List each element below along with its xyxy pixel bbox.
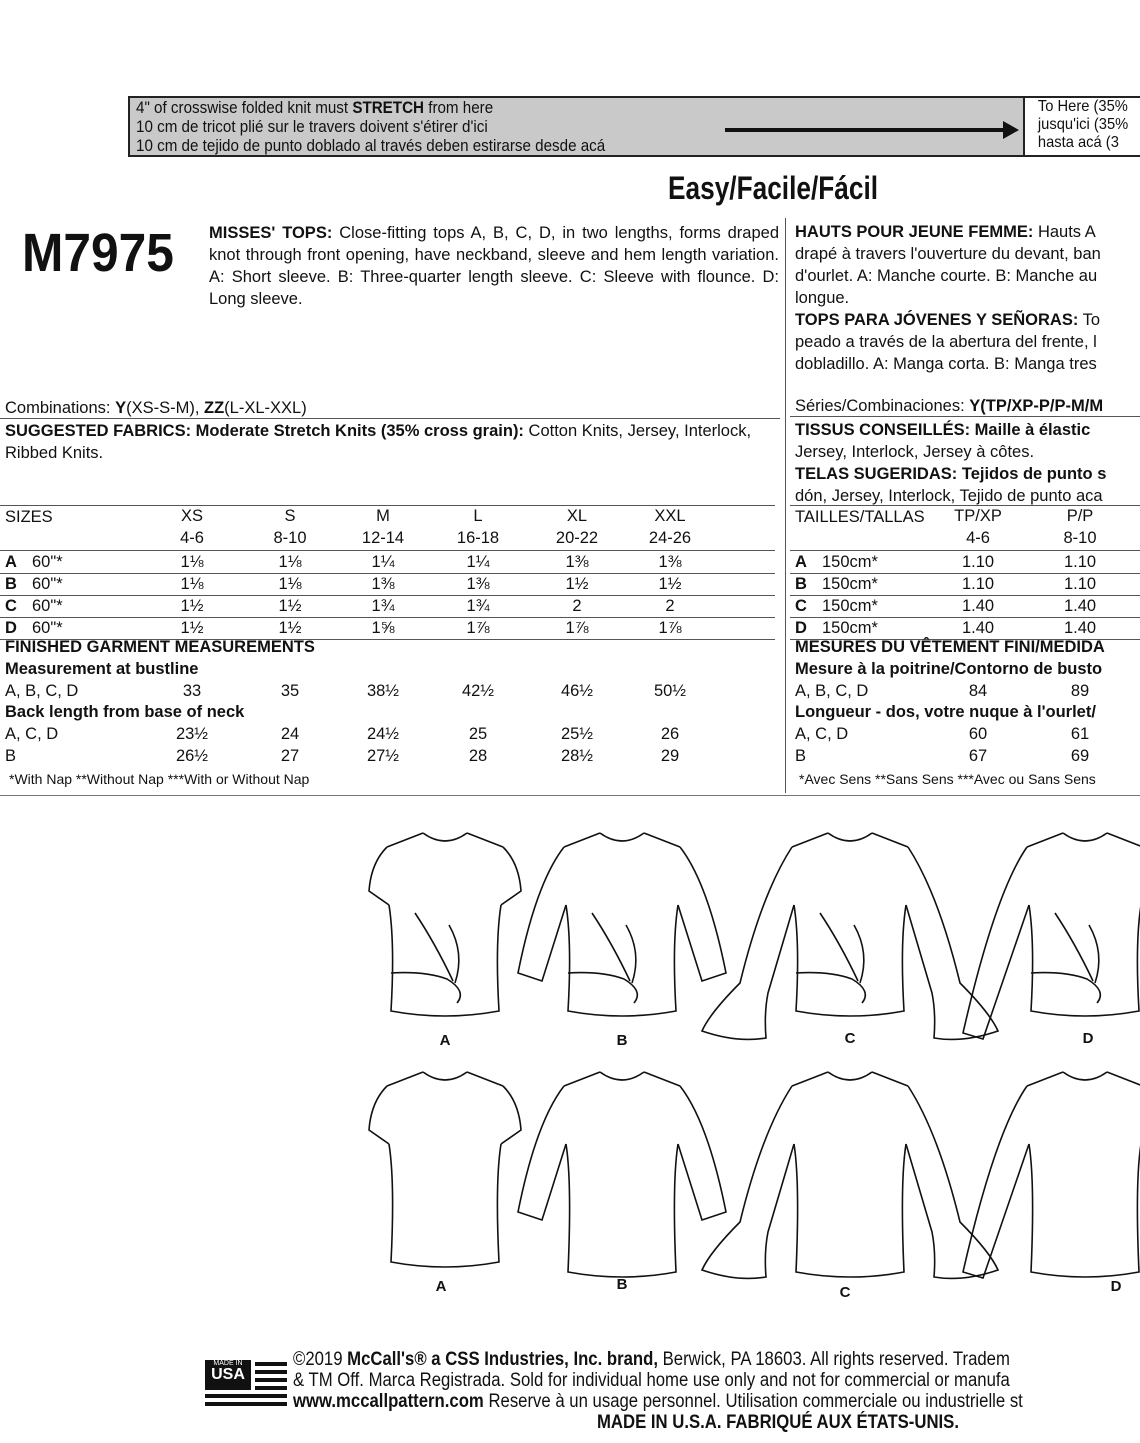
bust-views: A, B, C, D [5,682,79,700]
bust-cell: 33 [182,682,202,700]
bust-cell: 42½ [461,682,495,700]
table-rule [0,550,775,551]
fabric-width: 150cm* [822,619,878,637]
text: ©2019 [293,1349,348,1370]
fabric-width: 150cm* [822,575,878,593]
table-rule [0,617,775,618]
description-fr-line: d'ourlet. A: Manche courte. B: Manche au [795,267,1098,285]
size-label: S [284,507,296,525]
description-es-line: dobladillo. A: Manga corta. B: Manga tres [795,355,1097,373]
table-rule [790,505,1140,506]
view-letter: D [5,619,17,637]
description-es-title: TOPS PARA JÓVENES Y SEÑORAS: [795,311,1079,329]
finished-measurements-title: MESURES DU VÊTEMENT FINI/MEDIDA [795,638,1105,656]
made-in-usa-flag [205,1360,287,1410]
yardage-cell: 1½ [278,619,302,637]
table-rule [0,595,775,596]
back-views: B [5,747,17,765]
shoulder [792,1072,908,1086]
sleeve [501,1086,521,1144]
table-rule [790,595,1140,596]
sleeve [678,847,726,981]
text: Y(TP/XP-P/P-M/M [969,397,1104,415]
back-length-cell: 28 [468,747,488,765]
usa-text: USA [211,1366,245,1383]
bust-cell: 46½ [560,682,594,700]
yardage-cell: 1⅛ [180,553,204,571]
neckline [600,833,644,841]
sleeve [702,1086,794,1278]
body-outline [566,1144,678,1277]
sleeve [963,1086,1029,1278]
description-es-line [795,309,1140,331]
description-es-line: peado a través de la abertura del frente, l [795,333,1097,351]
yardage-cell: 1.40 [1063,597,1097,615]
neckline [828,1072,872,1080]
yardage-cell: 1.10 [961,575,995,593]
yardage-cell: 1⅞ [466,619,490,637]
shoulder [564,1072,680,1086]
to-here-es: hasta acá (3 [1037,134,1119,151]
size-range: 12-14 [361,529,405,547]
sleeve [906,847,998,1039]
size-range: 16-18 [456,529,500,547]
size-header: TAILLES/TALLAS [795,508,925,526]
view-letter: A [795,553,807,571]
view-label-front: D [1082,1030,1094,1047]
size-label: XS [180,507,204,525]
table-rule [790,573,1140,574]
yardage-cell: 1¾ [371,597,395,615]
table-rule [0,505,775,506]
stretch-gauge [128,96,1140,157]
knot-drape [1031,913,1100,1003]
bust-cell: 35 [280,682,300,700]
text: Jersey, Interlock, Jersey à côtes. [795,443,1035,461]
gauge-stretch-word: STRETCH [352,99,425,117]
back-views: A, C, D [795,725,849,743]
back-length-cell: 25 [468,725,488,743]
description-title: MISSES' TOPS: [209,224,333,242]
view-letter: A [5,553,17,571]
fabrics-es [795,463,1106,507]
yardage-cell: 1½ [180,619,204,637]
fabric-width: 150cm* [822,597,878,615]
view-label-back: C [839,1284,851,1301]
size-label: TP/XP [954,507,1002,525]
view-letter: C [795,597,807,615]
back-length-title: Longueur - dos, votre nuque à l'ourlet/ [795,703,1096,721]
body-outline [1029,1144,1140,1277]
yardage-cell: 1¼ [466,553,490,571]
sleeve [678,1086,726,1220]
difficulty-label: Easy/Facile/Fácil [668,170,879,206]
back-length-cell: 25½ [560,725,594,743]
sleeve [906,1086,998,1278]
text: TISSUS CONSEILLÉS: Maille à élastic [795,421,1091,439]
description-es-text: To [1078,311,1101,329]
footer-line-1 [293,1349,1010,1371]
nap-note: *With Nap **Without Nap ***With or Without Nap [9,771,310,787]
view-letter: B [795,575,807,593]
shoulder [564,833,680,847]
yardage-cell: 1⅜ [565,553,589,571]
fabric-width: 60"* [32,597,63,615]
yardage-cell: 1⅛ [180,575,204,593]
bust-cell: 89 [1070,682,1090,700]
text: Reserve à un usage personnel. Utilisation commerciale ou industrielle st [483,1391,1023,1412]
shoulder [387,833,503,847]
finished-measurements-title: FINISHED GARMENT MEASUREMENTS [5,638,315,656]
neckline [423,1072,467,1080]
sleeve [501,847,521,905]
fabric-width: 60"* [32,575,63,593]
back-length-cell: 23½ [175,725,209,743]
text: (L-XL-XXL) [224,399,307,417]
sleeve [518,1086,566,1220]
text: Y [115,399,127,417]
text: (XS-S-M), [126,399,204,417]
nap-note: *Avec Sens **Sans Sens ***Avec ou Sans Sens [799,771,1096,787]
divider [0,795,1140,796]
to-here-box [1023,96,1140,157]
yardage-cell: 1⅜ [371,575,395,593]
view-label-front: A [439,1032,451,1049]
gauge-line-es: 10 cm de tejido de punto doblado al través deben estirarse desde acá [136,137,606,155]
view-letter: D [795,619,807,637]
description-text: Close-fitting tops A, B, C, D, in two lengths, forms draped knot through front opening, have neckband, sleeve and hem length variation. A: Short sleeve. B: Three-quarter length sleeve. C: Sleeve with flounce. D: Long sleeve. [209,224,780,308]
body-outline [389,1144,501,1267]
view-label-back: D [1110,1278,1122,1295]
shoulder [1027,833,1140,847]
yardage-cell: 1½ [180,597,204,615]
size-range: 4-6 [180,529,204,547]
pattern-number: M7975 [22,223,174,283]
sleeve [369,847,389,905]
view-label-back: A [435,1278,447,1295]
body-outline [794,905,906,1016]
footer-line-4: MADE IN U.S.A. FABRIQUÉ AUX ÉTATS-UNIS. [597,1412,959,1433]
back-length-cell: 27½ [366,747,400,765]
column-divider [785,218,786,793]
sleeve [518,847,566,981]
footer-line-3 [293,1391,1023,1413]
table-rule [790,550,1140,551]
bust-views: A, B, C, D [795,682,869,700]
size-label: XXL [654,507,686,525]
yardage-cell: 1½ [658,575,682,593]
fabrics-fr [795,419,1090,463]
yardage-cell: 1.40 [961,619,995,637]
back-length-cell: 26½ [175,747,209,765]
shoulder [1027,1072,1140,1086]
size-label: M [376,507,390,525]
yardage-cell: 1¼ [371,553,395,571]
text: McCall's® a CSS Industries, Inc. brand, [347,1349,658,1370]
bust-cell: 84 [968,682,988,700]
text: dón, Jersey, Interlock, Tejido de punto aca [795,487,1103,505]
neckline [423,833,467,841]
size-label: L [473,507,483,525]
text: TELAS SUGERIDAS: Tejidos de punto s [795,465,1107,483]
sleeve [369,1086,389,1144]
size-label: P/P [1066,507,1094,525]
footer-line-2: & TM Off. Marca Registrada. Sold for individual home use only and not for commercial or manufa [293,1370,1010,1391]
description-fr-line: drapé à travers l'ouverture du devant, ban [795,245,1101,263]
text: Séries/Combinaciones: [795,397,970,415]
knot-drape [796,913,865,1003]
back-views: A, C, D [5,725,59,743]
size-label: XL [566,507,588,525]
neckline [828,833,872,841]
yardage-cell: 1.10 [961,553,995,571]
yardage-cell: 1½ [278,597,302,615]
yardage-cell: 2 [665,597,675,615]
text: Berwick, PA 18603. All rights reserved. Tradem [657,1349,1010,1370]
table-rule [790,617,1140,618]
knot-drape [568,913,637,1003]
description-en [209,222,779,310]
body-outline [389,905,501,1016]
body-outline [566,905,678,1016]
back-length-title: Back length from base of neck [5,703,245,721]
view-label-front: B [616,1032,628,1049]
yardage-cell: 1⅛ [278,553,302,571]
combinations-en [5,399,307,418]
description-fr-title: HAUTS POUR JEUNE FEMME: [795,223,1034,241]
view-letter: B [5,575,17,593]
view-letter: C [5,597,17,615]
description-fr-line [795,221,1140,243]
back-length-cell: 24 [280,725,300,743]
gauge-line-fr: 10 cm de tricot plié sur le travers doivent s'étirer d'ici [136,118,488,136]
yardage-cell: 1⅜ [466,575,490,593]
yardage-cell: 1⅜ [658,553,682,571]
back-length-cell: 28½ [560,747,594,765]
fabric-width: 60"* [32,553,63,571]
made-in-text: MADE IN [213,1360,243,1367]
text: SUGGESTED FABRICS: Moderate Stretch Knits (35% cross grain): [5,422,524,440]
size-range: 24-26 [648,529,692,547]
yardage-cell: 2 [572,597,582,615]
back-length-cell: 60 [968,725,988,743]
size-range: 4-6 [966,529,990,547]
description-fr-es [795,221,1140,375]
bust-title: Mesure à la poitrine/Contorno de busto [795,660,1103,678]
gauge-text: from here [424,99,494,117]
arrow-right-icon [725,128,1005,132]
website-link[interactable]: www.mccallpattern.com [293,1391,484,1412]
to-here-en: To Here (35% [1037,98,1128,115]
knot-drape [391,913,460,1003]
divider [0,418,780,419]
yardage-cell: 1⅛ [278,575,302,593]
fabric-width: 60"* [32,619,63,637]
text: Cotton Knits, Jersey, Interlock, Ribbed Knits. [5,422,752,462]
fabrics-en [5,420,780,464]
description-fr-line: longue. [795,289,850,307]
sleeve [963,847,1029,1039]
bust-cell: 38½ [366,682,400,700]
back-length-cell: 26 [660,725,680,743]
neckline [600,1072,644,1080]
text: ZZ [204,399,225,417]
shoulder [387,1072,503,1086]
size-header: SIZES [5,508,53,526]
sleeve [702,847,794,1039]
shoulder [792,833,908,847]
size-range: 8-10 [1063,529,1097,547]
back-length-cell: 24½ [366,725,400,743]
description-fr-text: Hauts A [1033,223,1096,241]
bust-title: Measurement at bustline [5,660,199,678]
divider [790,416,1140,417]
yardage-cell: 1¾ [466,597,490,615]
yardage-cell: 1.10 [1063,553,1097,571]
combinations-fr [795,397,1103,416]
table-rule [0,573,775,574]
yardage-cell: 1.40 [1063,619,1097,637]
size-range: 20-22 [555,529,599,547]
yardage-cell: 1⅞ [658,619,682,637]
neckline [1063,1072,1107,1080]
text: Combinations: [5,399,116,417]
back-views: B [795,747,807,765]
size-range: 8-10 [273,529,307,547]
yardage-cell: 1⅝ [371,619,395,637]
neckline [1063,833,1107,841]
back-length-cell: 29 [660,747,680,765]
view-label-back: B [616,1276,628,1293]
back-length-cell: 27 [280,747,300,765]
bust-cell: 50½ [653,682,687,700]
to-here-fr: jusqu'ici (35% [1037,116,1129,133]
yardage-cell: 1½ [565,575,589,593]
gauge-line-en [136,99,493,117]
body-outline [1029,905,1140,1016]
yardage-cell: 1⅞ [565,619,589,637]
gauge-text: 4" of crosswise folded knit must [136,99,353,117]
back-length-cell: 61 [1070,725,1090,743]
back-length-cell: 69 [1070,747,1090,765]
yardage-cell: 1.10 [1063,575,1097,593]
view-label-front: C [844,1030,856,1047]
yardage-cell: 1.40 [961,597,995,615]
fabric-width: 150cm* [822,553,878,571]
body-outline [794,1144,906,1277]
back-length-cell: 67 [968,747,988,765]
